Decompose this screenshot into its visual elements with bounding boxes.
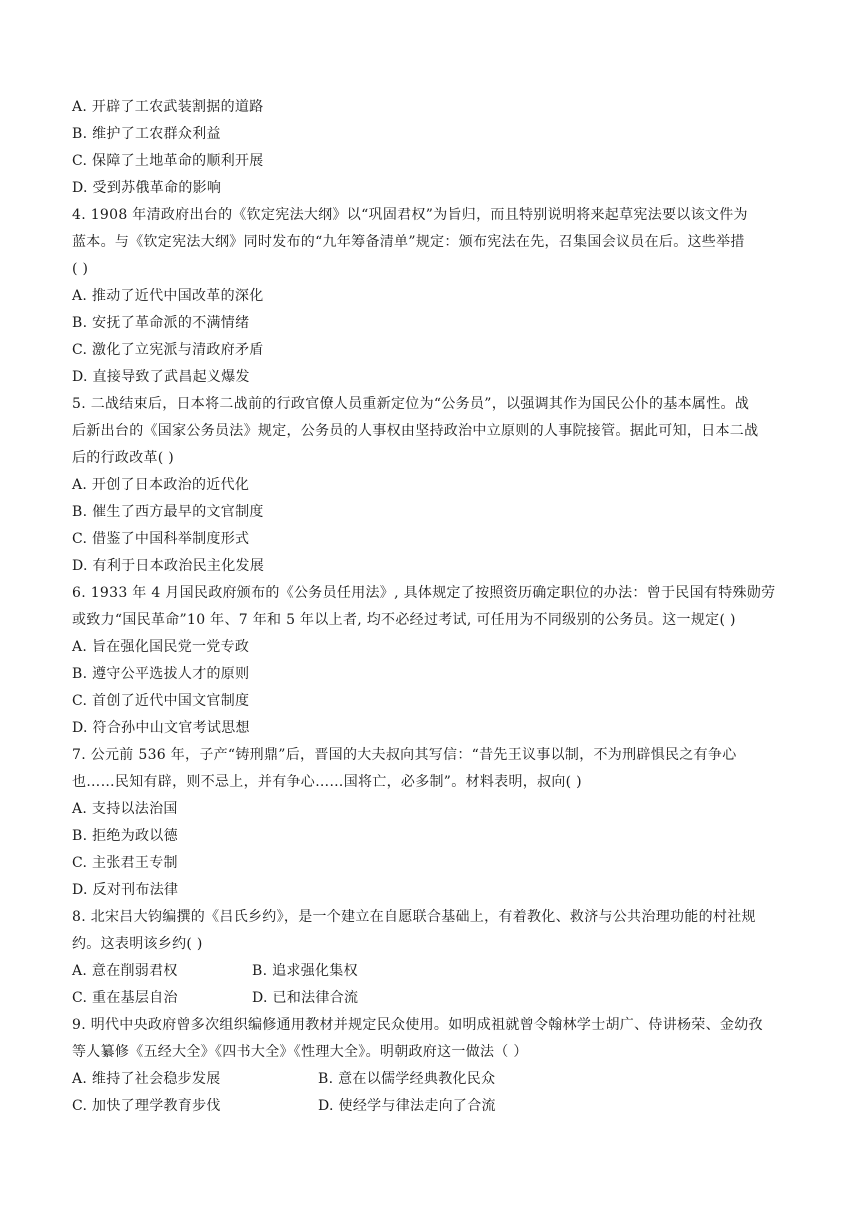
option-d: D. 有利于日本政治民主化发展 [72,558,265,574]
question-3-options [72,94,794,202]
option-d: D. 使经学与律法走向了合流 [318,1098,496,1114]
option-d: D. 符合孙中山文官考试思想 [72,720,250,736]
option-c: C. 重在基层自治 [72,990,178,1006]
question-8 [72,904,794,1012]
option-c: C. 激化了立宪派与清政府矛盾 [72,342,264,358]
option-c: C. 借鉴了中国科举制度形式 [72,531,250,547]
option-a: A. 旨在强化国民党一党专政 [72,639,250,655]
option-c: C. 加快了理学教育步伐 [72,1098,221,1114]
option-a: A. 意在削弱君权 [72,963,178,979]
option-b: B. 遵守公平选拔人才的原则 [72,666,250,682]
option-d: D. 受到苏俄革命的影响 [72,180,222,196]
option-b: B. 拒绝为政以德 [72,828,178,844]
option-d: D. 已和法律合流 [252,990,359,1006]
question-page [72,94,794,1120]
answer-blank: ( ) [72,261,89,277]
option-c: C. 首创了近代中国文官制度 [72,693,250,709]
question-stem-line: 后新出台的《国家公务员法》规定，公务员的人事权由坚持政治中立原则的人事院接管。据此可知，日本二战 [72,423,759,439]
option-d: D. 直接导致了武昌起义爆发 [72,369,250,385]
question-stem-line: 蓝本。与《钦定宪法大纲》同时发布的“九年筹备清单”规定：颁布宪法在先，召集国会议员在后。这些举措 [72,234,745,250]
option-c: C. 主张君王专制 [72,855,178,871]
question-4 [72,202,794,391]
question-stem-line: 约。这表明该乡约( ) [72,936,203,952]
question-9 [72,1012,794,1120]
question-stem-line: 也……民知有辟，则不忌上，并有争心……国将亡，必多制”。材料表明，叔向( ) [72,774,582,790]
question-stem-line: 9. 明代中央政府曾多次组织编修通用教材并规定民众使用。如明成祖就曾令翰林学士胡广、侍讲杨荣、金幼孜 [72,1017,763,1033]
question-stem-line: 8. 北宋吕大钧编撰的《吕氏乡约》，是一个建立在自愿联合基础上，有着教化、救济与公共治理功能的村社规 [72,909,756,925]
question-stem-line: 等人纂修《五经大全》《四书大全》《性理大全》。明朝政府这一做法（ ） [72,1044,528,1060]
option-row [72,958,794,985]
question-6 [72,580,794,742]
question-stem-line: 5. 二战结束后，日本将二战前的行政官僚人员重新定位为“公务员”，以强调其作为国民公仆的基本属性。战 [72,396,750,412]
option-d: D. 反对刊布法律 [72,882,179,898]
option-b: B. 维护了工农群众利益 [72,126,221,142]
option-row [72,1066,794,1093]
question-7 [72,742,794,904]
option-row [72,985,794,1012]
option-b: B. 催生了西方最早的文官制度 [72,504,264,520]
question-stem-line: 4. 1908 年清政府出台的《钦定宪法大纲》以“巩固君权”为旨归，而且特别说明将来起草宪法要以该文件为 [72,207,748,223]
option-b: B. 意在以儒学经典教化民众 [318,1071,496,1087]
option-b: B. 追求强化集权 [252,963,358,979]
question-5 [72,391,794,580]
question-stem-line: 后的行政改革( ) [72,450,175,466]
option-c: C. 保障了土地革命的顺利开展 [72,153,264,169]
option-a: A. 开辟了工农武装割据的道路 [72,99,264,115]
option-a: A. 维持了社会稳步发展 [72,1071,221,1087]
question-stem-line: 7. 公元前 536 年，子产“铸刑鼎”后，晋国的大夫叔向其写信：“昔先王议事以制，不为刑辟惧民之有争心 [72,747,737,763]
option-row [72,1093,794,1120]
option-b: B. 安抚了革命派的不满情绪 [72,315,250,331]
option-a: A. 开创了日本政治的近代化 [72,477,250,493]
question-stem-line: 或致力“国民革命”10 年、7 年和 5 年以上者, 均不必经过考试, 可任用为不同级别的公务员。这一规定( ) [72,612,736,628]
question-stem-line: 6. 1933 年 4 月国民政府颁布的《公务员任用法》, 具体规定了按照资历确定职位的办法：曾于民国有特殊勋劳 [72,585,776,601]
option-a: A. 支持以法治国 [72,801,178,817]
option-a: A. 推动了近代中国改革的深化 [72,288,264,304]
